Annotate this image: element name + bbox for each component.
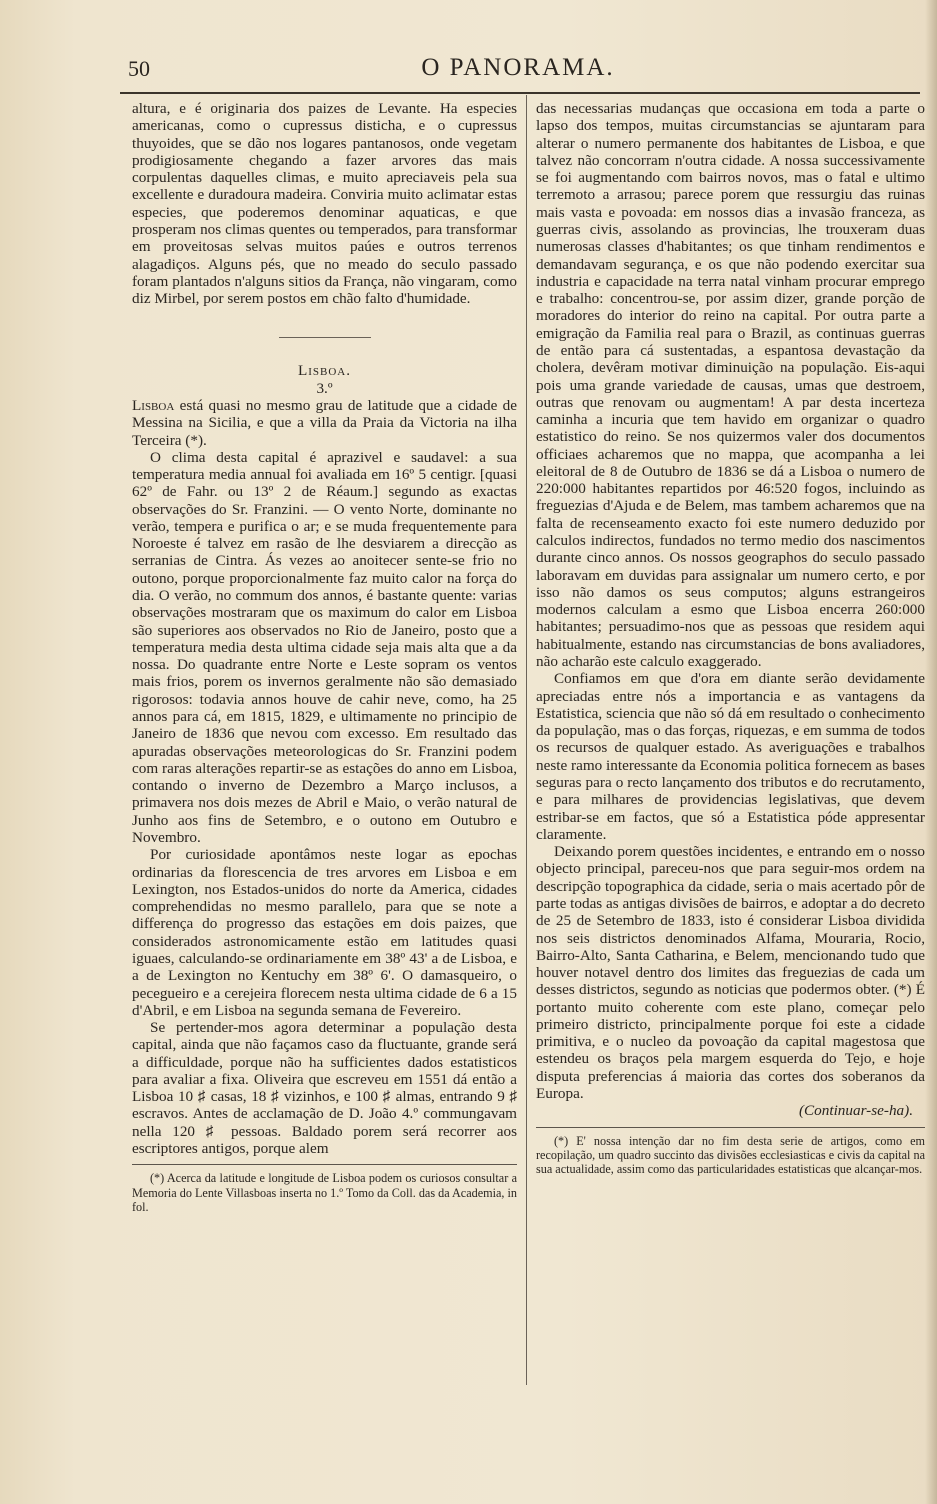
left-paragraph-3: O clima desta capital é aprazivel e saudavel: a sua temperatura media annual foi avaliada em 16º 5 centigr. [quasi 62º de Fahr. ou 13º 2 de Réaum.] segundo as exactas observações do Sr. Franzini. — O vento Norte, dominante no verão, tempera e purifica o ar; e se muda frequentemente para Noroeste é talvez em rasão de lhe desviarem a direcção as serranias de Cintra. Ás vezes ao anoitecer sente-se frio no outono, porque proporcionalmente faz muito calor na força do dia. O verão, no commum dos annos, é bastante quente: varias observações mostraram que os maximum do calor em Lisboa são superiores aos observados no Rio de Janeiro, posto que a temperatura media desta ultima cidade seja mais alta que a da nossa. Do quadrante entre Norte e Leste sopram os ventos mais frios, porem os invernos geralmente não são demasiado rigorosos: todavia annos houve de cahir neve, como, ha 25 annos para cá, em 1815, 1829, e ultimamente no principio de Janeiro de 1836 que nevou com excesso. Em resultado das apuradas observações meteorologicas do Sr. Franzini podem com raras alterações repartir-se as estações do anno em Lisboa, contando o inverno de Dezembro a Março inclusos, a primavera nos dois mezes de Abril e Maio, o verão natural de Junho aos fins de Setembro, e o outono em Outubro e Novembro. <box>132 448 517 846</box>
page-number: 50 <box>128 56 150 81</box>
lead-word: Lisboa <box>132 396 175 414</box>
right-paragraph-1: das necessarias mudanças que occasiona em toda a parte o lapso dos tempos, muitas circumstancias se ajuntaram para alterar o numero permanente dos habitantes de Lisboa, e que talvez não concorram n'outra cidade. A nossa successivamente se foi augmentando com bairros novos, mas o fatal e ultimo terremoto a arrasou; parece porem que ressurgiu das ruinas mais vasta e povoada: em nossos dias a invasão franceza, as guerras civis, assolando as provincias, lhe trouxeram duas numerosas classes d'habitantes; os que tinham rendimentos e demandavam segurança, e os que não podendo exercitar sua industria e capacidade na terra natal vinham procurar emprego e trabalho: concentrou-se, por assim dizer, grande porção de moradores do interior do reino na capital. Por outra parte a emigração da Familia real para o Brazil, as continuas guerras de então para cá sustentadas, a espantosa devastação da cholera, devêram motivar diminuição na população. Eis-aqui pois uma grande variedade de causas, umas que destroem, outras que renovam ou augmentam! A par desta incerteza caminha a incuria que tem havido em organizar o quadro estatistico do reino. Se nos quizermos valer dos documentos officiaes acharemos que no mappa, que acompanha a lei eleitoral de 8 de Outubro de 1836 se dá a Lisboa o numero de 220:000 habitantes repartidos por 46:520 fogos, incluindo as freguezias d'Ajuda e de Belem, mas tambem acharemos que na falta de recenseamento exacto foi este numero deduzido por calculos indirectos, fundados no termo medio dos nascimentos durante cinco annos. Os nossos geographos do seculo passado laboravam em duvidas para assignalar um numero certo, e por isso não damos os seus computos; alguns estrangeiros modernos calculam a esmo que Lisboa encerra 260:000 habitantes; persuadimo-nos que as pessoas que residem aqui habitualmente, estando nas circumstancias de bons avaliadores, não acharão este calculo exaggerado. <box>536 100 925 670</box>
left-paragraph-5: Se pertender-mos agora determinar a população desta capital, ainda que não façamos caso da fluctuante, grande será a difficuldade, porque não ha sufficientes dados estatisticos para avaliar a fixa. Oliveira que escreveu em 1551 dá então a Lisboa 10 ♯ casas, 18 ♯ vizinhos, e 100 ♯ almas, entrando 9 ♯ escravos. Antes de acclamação de D. João 4.º commungavam nella 120 ♯ pessoas. Baldado porem será recorrer aos escriptores antigos, porque alem <box>132 1019 517 1158</box>
left-paragraph-4: Por curiosidade apontâmos neste logar as epochas ordinarias da florescencia de tres arvores em Lisboa e em Lexington, nos Estados-unidos do norte da America, cidades comprehendidas no mesmo parallelo, para que se note a differença do progresso das estações em dois paizes, que considerados astronomicamente estão em latitudes quasi iguaes, calculando-se ordinariamente em 38º 43' a de Lisboa, e a de Lexington no Kentuchy em 38º 6'. O damasqueiro, o pecegueiro e a cerejeira florecem nesta ultima cidade de 6 a 15 d'Abril, e em Lisboa na segunda semana de Fevereiro. <box>132 846 517 1019</box>
footnote-rule <box>132 1164 517 1165</box>
left-column <box>132 100 517 1214</box>
page-header <box>118 48 918 88</box>
left-footnote: (*) Acerca da latitude e longitude de Lisboa podem os curiosos consultar a Memoria do Lente Villasboas inserta no 1.º Tomo da Coll. das da Academia, in fol. <box>132 1171 517 1214</box>
page-edge-shadow <box>925 0 937 1504</box>
left-paragraph-2 <box>132 397 517 449</box>
section-number: 3.º <box>316 379 333 397</box>
column-divider <box>526 95 527 1385</box>
right-column <box>536 100 925 1176</box>
footnote-rule <box>536 1127 925 1128</box>
running-title: O PANORAMA. <box>421 54 615 81</box>
left-paragraph-2-text: está quasi no mesmo grau de latitude que a cidade de Messina na Sicilia, e que a villa da Praia da Victoria na ilha Terceira (*). <box>132 396 517 449</box>
header-rule <box>120 92 920 94</box>
left-paragraph-1: altura, e é originaria dos paizes de Levante. Ha especies americanas, como o cupressus disticha, e o cupressus thuyoides, que se dão nos logares pantanosos, onde vegetam prodigiosamente chegando a fazer arvores das mais corpulentas daquelles climas, e muito apreciaveis pela sua excellente e duradoura madeira. Conviria muito aclimatar estas especies, que poderemos denominar aquaticas, e que prosperam nos climas quentes ou temperados, para transformar em proveitosas selvas muitos paúes e outros terrenos alagadiços. Alguns pés, que no meado do seculo passado foram plantados n'alguns sitios da França, não vingaram, como diz Mirbel, por serem postos em chão falto d'humidade. <box>132 100 517 308</box>
section-title: Lisboa. <box>297 362 352 380</box>
right-paragraph-2: Confiamos em que d'ora em diante serão devidamente apreciadas entre nós a importancia e as vantagens da Estatistica, sciencia que não só dá em resultado o conhecimento da população, mas o das forças, riquezas, e em summa de todos os recursos de qualquer estado. As averiguações e trabalhos neste ramo interessante da Economia politica fornecem as bases seguras para o recto lançamento dos tributos e do recrutamento, e para milhares de providencias legislativas, que devem estribar-se em factos, que só a Estatistica póde appresentar claramente. <box>536 670 925 843</box>
right-paragraph-3: Deixando porem questões incidentes, e entrando em o nosso objecto principal, pareceu-nos que para seguir-mos ordem na descripção topographica da cidade, seria o mais acertado pôr de parte todas as antigas divisões de bairros, e adoptar a do decreto de 25 de Setembro de 1833, isto é considerar Lisboa dividida nos seis districtos denominados Alfama, Mouraria, Rocio, Bairro-Alto, Santa Catharina, e Belem, mencionando tudo que houver notavel dentro dos limites das freguezias de cada um desses districtos, segundo as noticias que podermos obter. (*) É portanto muito coherente com este plano, começar pelo primeiro districto, principalmente porque foi este a cidade primitiva, e o nucleo da povoação da capital magestosa que estendeu os braços pela margem esquerda do Tejo, e hoje disputa preferencias á maioria das cortes dos soberanos da Europa. <box>536 843 925 1103</box>
continuation-note: (Continuar-se-ha). <box>798 1102 913 1120</box>
right-footnote: (*) E' nossa intenção dar no fim desta serie de artigos, como em recopilação, um quadro succinto das divisões ecclesiasticas e civis da capital na sua actualidade, assim como das particularidades estatisticas que alcançar-mos. <box>536 1133 925 1176</box>
section-separator <box>279 337 371 338</box>
